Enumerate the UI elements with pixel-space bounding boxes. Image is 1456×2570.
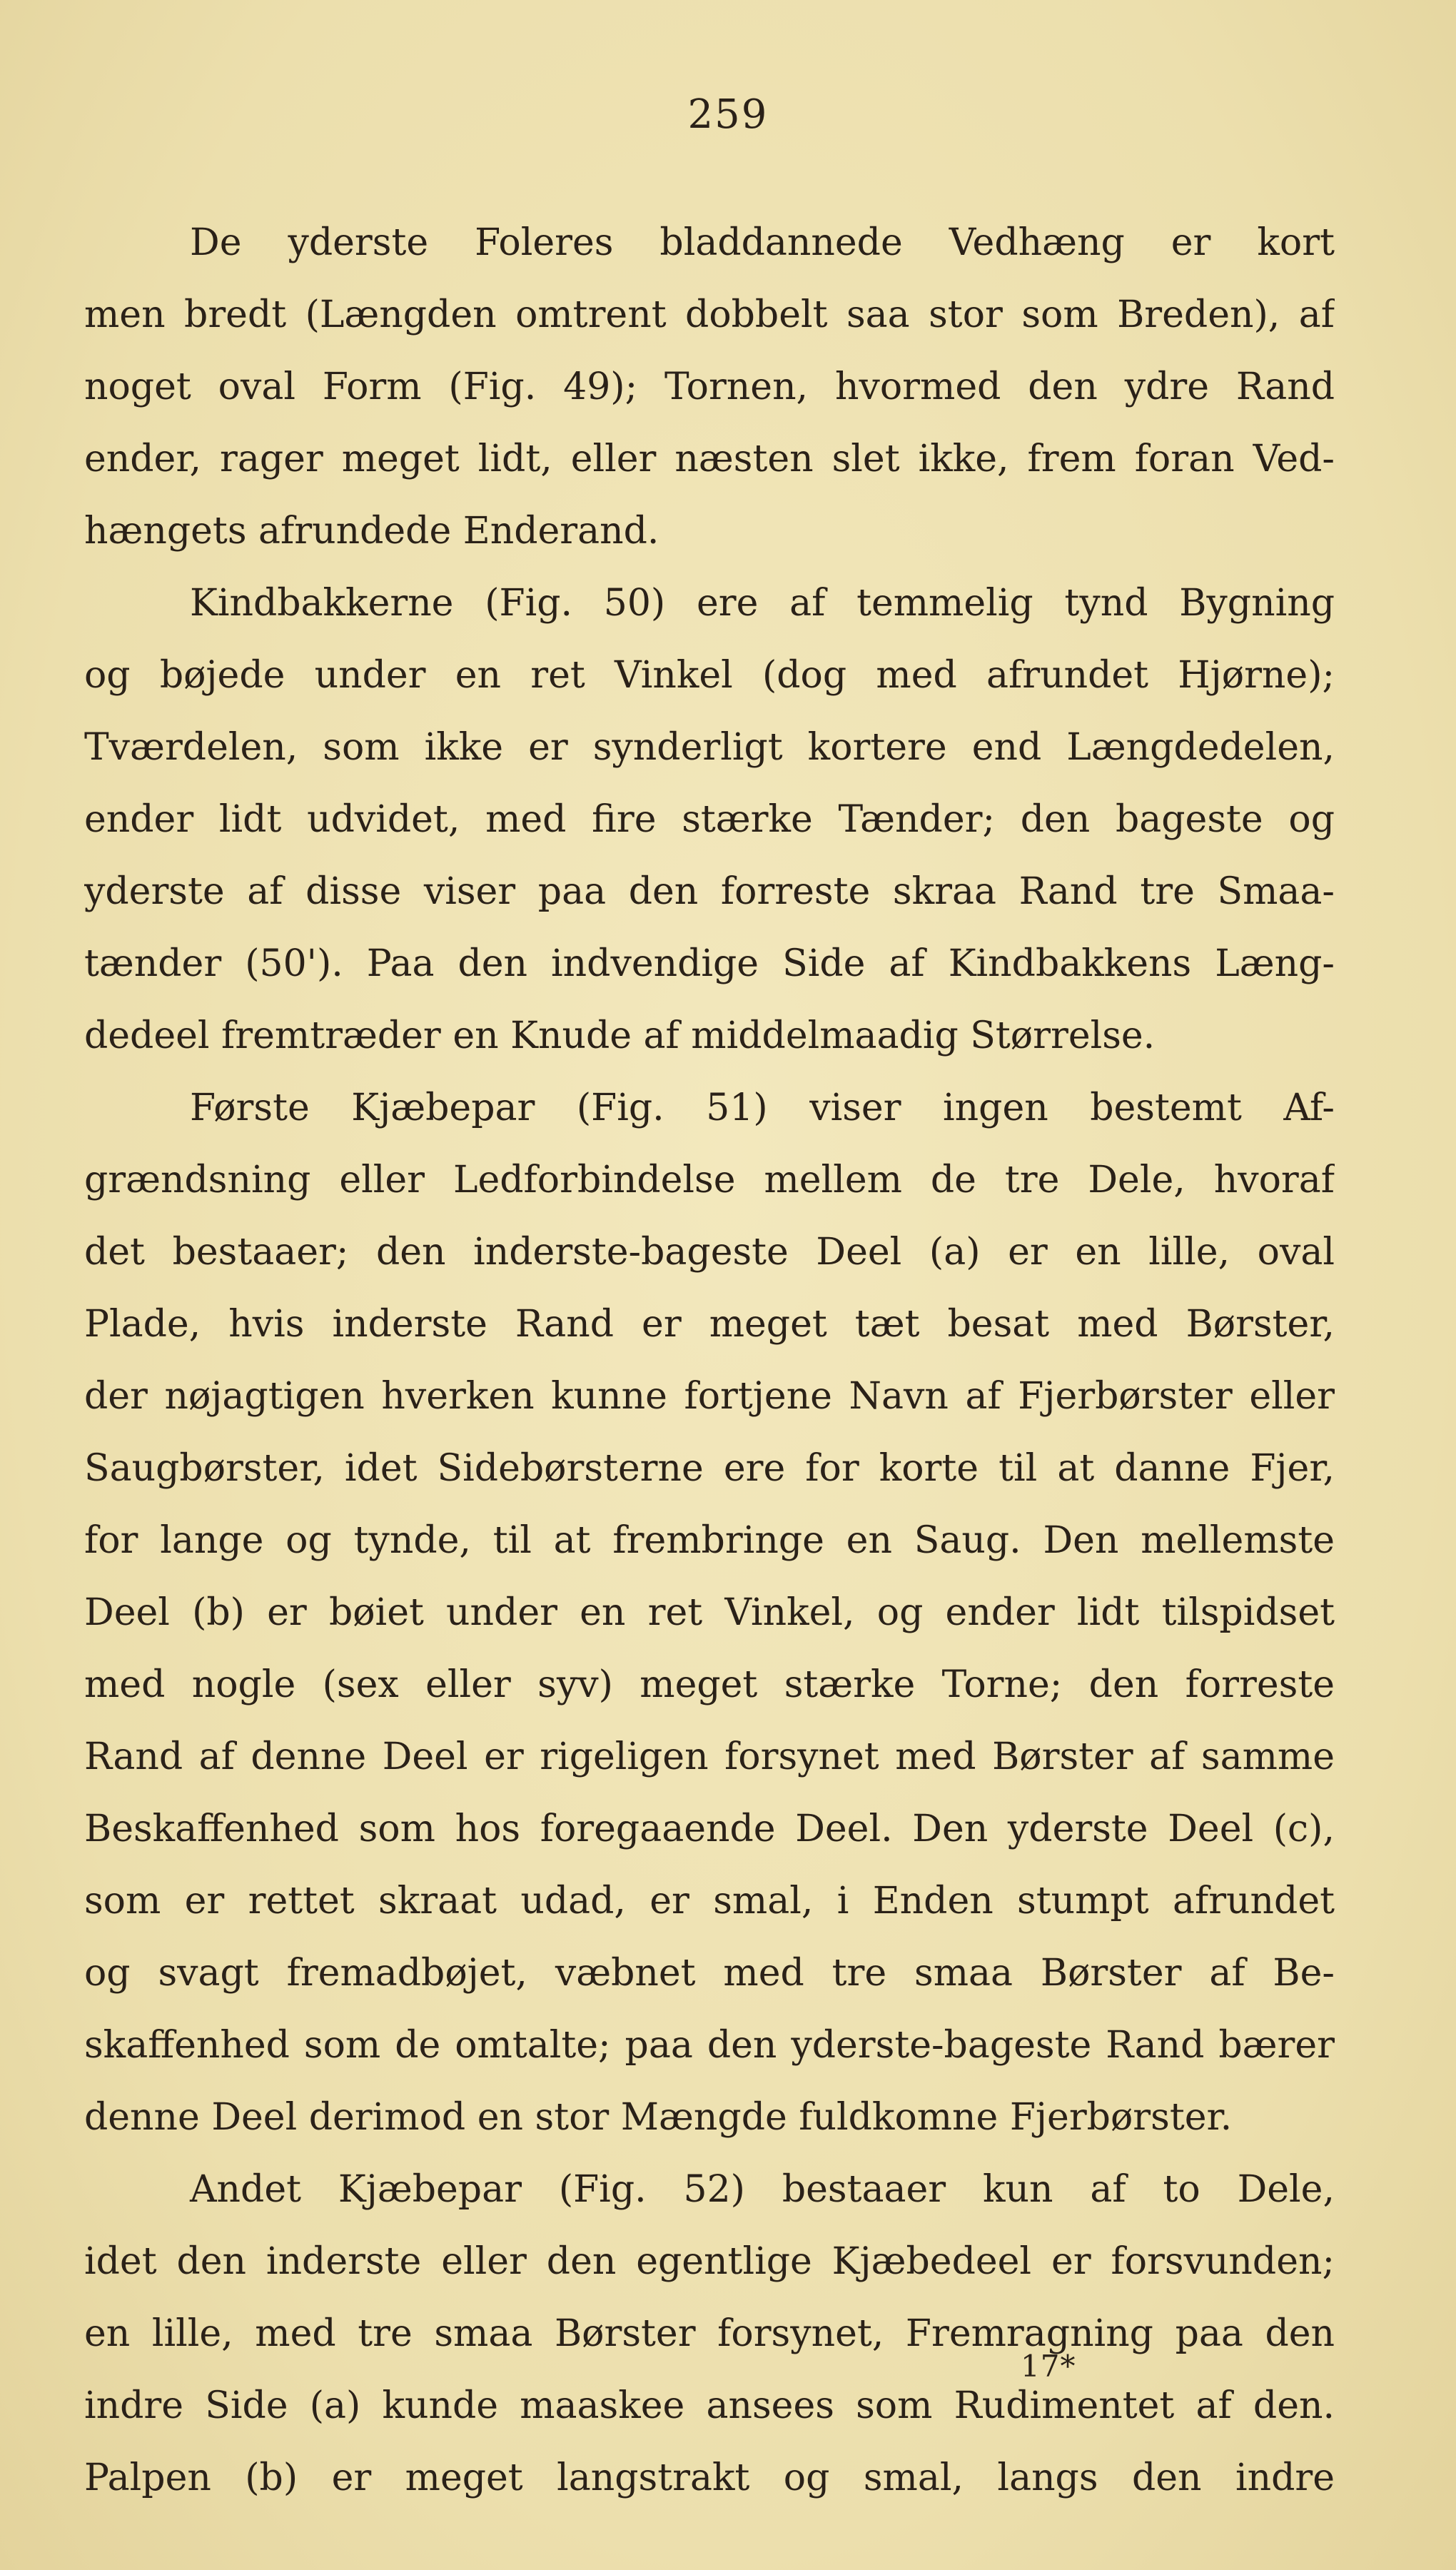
- text-line: og svagt fremadbøjet, væbnet med tre smaa Børster af Be-: [84, 1952, 1335, 1995]
- text-line: som er rettet skraat udad, er smal, i Enden stumpt afrundet: [84, 1880, 1335, 1923]
- paragraph-3: [84, 1072, 1335, 2154]
- text-line: noget oval Form (Fig. 49); Tornen, hvormed den ydre Rand: [84, 366, 1335, 408]
- text-line: der nøjagtigen hverken kunne fortjene Navn af Fjerbørster eller: [84, 1375, 1335, 1418]
- text-line: hængets afrundede Enderand.: [84, 510, 659, 553]
- text-line: skaffenhed som de omtalte; paa den yderste-bageste Rand bærer: [84, 2024, 1335, 2067]
- paragraph-2: [84, 568, 1335, 1072]
- text-line: Første Kjæbepar (Fig. 51) viser ingen bestemt Af-: [190, 1087, 1335, 1129]
- page-number: 259: [687, 91, 769, 138]
- text-line: Beskaffenhed som hos foregaaende Deel. Den yderste Deel (c),: [84, 1808, 1335, 1850]
- text-line: De yderste Foleres bladdannede Vedhæng er kort: [190, 221, 1335, 264]
- text-line: og bøjede under en ret Vinkel (dog med afrundet Hjørne);: [84, 654, 1335, 697]
- text-line: tænder (50'). Paa den indvendige Side af Kindbakkens Læng-: [84, 942, 1335, 985]
- text-line: grændsning eller Ledforbindelse mellem de tre Dele, hvoraf: [84, 1159, 1335, 1201]
- body-text: [84, 207, 1335, 2514]
- text-line: Tværdelen, som ikke er synderligt kortere end Længdedelen,: [84, 726, 1335, 769]
- signature-mark: 17*: [1021, 2349, 1076, 2384]
- text-line: Plade, hvis inderste Rand er meget tæt besat med Børster,: [84, 1303, 1335, 1346]
- text-line: ender lidt udvidet, med fire stærke Tænder; den bageste og: [84, 798, 1335, 841]
- text-line: indre Side (a) kunde maaskee ansees som Rudimentet af den.: [84, 2384, 1335, 2427]
- text-line: ender, rager meget lidt, eller næsten slet ikke, frem foran Ved-: [84, 438, 1335, 480]
- paragraph-1: [84, 207, 1335, 568]
- text-line: for lange og tynde, til at frembringe en Saug. Den mellemste: [84, 1519, 1335, 1562]
- text-line: Rand af denne Deel er rigeligen forsynet med Børster af samme: [84, 1735, 1335, 1778]
- text-line: yderste af disse viser paa den forreste skraa Rand tre Smaa-: [84, 870, 1335, 913]
- text-line: det bestaaer; den inderste-bageste Deel (a) er en lille, oval: [84, 1231, 1335, 1274]
- text-line: med nogle (sex eller syv) meget stærke Torne; den forreste: [84, 1663, 1335, 1706]
- text-line: Deel (b) er bøiet under en ret Vinkel, og ender lidt tilspidset: [84, 1591, 1335, 1634]
- text-line: denne Deel derimod en stor Mængde fuldkomne Fjerbørster.: [84, 2096, 1233, 2139]
- text-line: en lille, med tre smaa Børster forsynet, Fremragning paa den: [84, 2312, 1335, 2355]
- text-line: men bredt (Længden omtrent dobbelt saa stor som Breden), af: [84, 293, 1335, 336]
- text-line: dedeel fremtræder en Knude af middelmaadig Størrelse.: [84, 1014, 1156, 1057]
- text-line: Andet Kjæbepar (Fig. 52) bestaaer kun af to Dele,: [190, 2168, 1335, 2211]
- text-line: Palpen (b) er meget langstrakt og smal, langs den indre: [84, 2456, 1335, 2499]
- paragraph-4: [84, 2154, 1335, 2514]
- text-line: idet den inderste eller den egentlige Kjæbedeel er forsvunden;: [84, 2240, 1335, 2283]
- text-line: Kindbakkerne (Fig. 50) ere af temmelig tynd Bygning: [190, 582, 1335, 625]
- text-line: Saugbørster, idet Sidebørsterne ere for korte til at danne Fjer,: [84, 1447, 1335, 1490]
